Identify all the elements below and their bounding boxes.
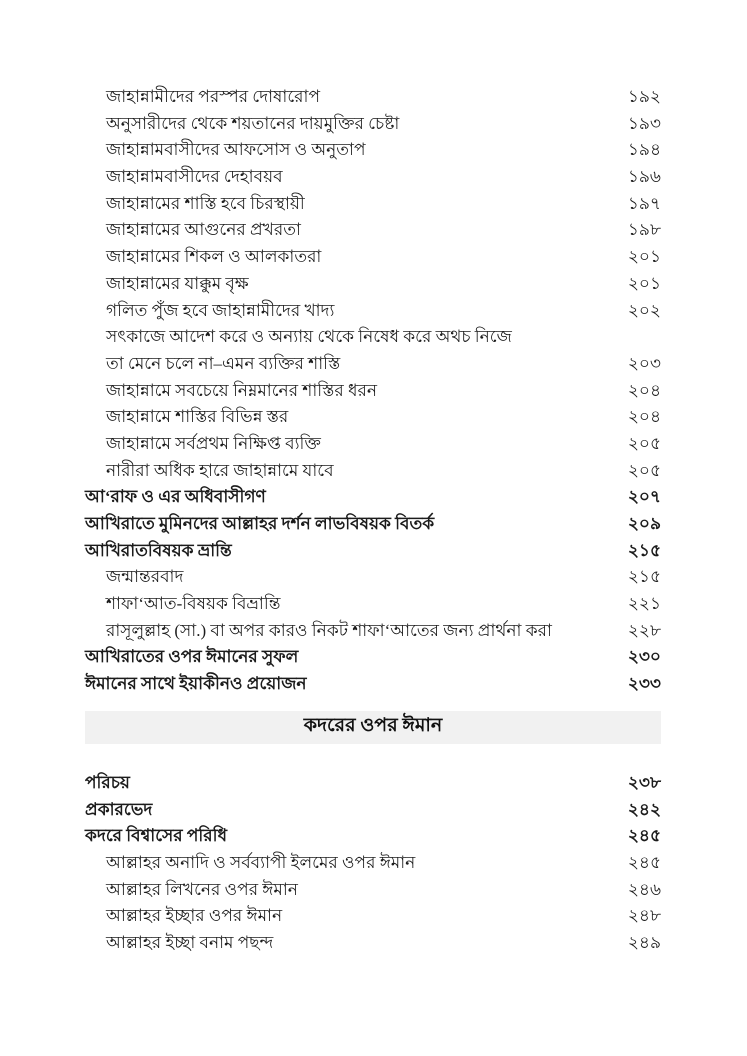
toc-entry-label: পরিচয়: [85, 772, 130, 792]
toc-entry-label: অনুসারীদের থেকে শয়তানের দায়মুক্তির চেষ্টা: [106, 113, 400, 133]
toc-entry-page-number: ২০৪: [627, 407, 661, 427]
toc-entry-page-number: ২০১: [627, 273, 661, 293]
toc-entry-page-number: ২০৭: [627, 487, 661, 507]
toc-entry: [85, 298, 661, 325]
toc-entry-label: জাহান্নামবাসীদের আফসোস ও অনুতাপ: [106, 140, 366, 160]
toc-entry-label: কদরে বিশ্বাসের পরিধি: [85, 826, 228, 846]
toc-entry-page-number: ২০৫: [627, 433, 661, 453]
toc-entry-page-number: ২০৩: [627, 353, 661, 373]
toc-entry-label: শাফা‘আত-বিষয়ক বিভ্রান্তি: [106, 594, 281, 614]
toc-entry-label: আল্লাহর লিখনের ওপর ঈমান: [106, 879, 298, 899]
toc-entry-label: নারীরা অধিক হারে জাহান্নামে যাবে: [106, 460, 334, 480]
toc-entry: [85, 458, 661, 485]
toc-entry: [85, 823, 661, 850]
toc-entry: [85, 271, 661, 298]
toc-entry-page-number: ১৯৬: [627, 167, 661, 187]
toc-entry: [85, 618, 661, 645]
toc-entry-label: গলিত পুঁজ হবে জাহান্নামীদের খাদ্য: [106, 300, 335, 320]
toc-entry-label: আল্লাহর অনাদি ও সর্বব্যাপী ইলমের ওপর ঈমান: [106, 852, 416, 872]
toc-entry-page-number: ২১৫: [627, 567, 661, 587]
toc-entry-label: আখিরাতবিষয়ক ভ্রান্তি: [85, 540, 232, 560]
toc-entry: [85, 84, 661, 111]
toc-entry-page-number: ২৪৬: [627, 879, 661, 899]
toc-entry: [85, 431, 661, 458]
toc-entry-page-number: ১৯৮: [627, 220, 661, 240]
toc-entry-label: আল্লাহর ইচ্ছা বনাম পছন্দ: [106, 932, 274, 952]
toc-entry-page-number: ১৯২: [627, 87, 661, 106]
toc-entry: [85, 877, 661, 904]
toc-entry: [85, 564, 661, 591]
toc-entry-label: সৎকাজে আদেশ করে ও অন্যায় থেকে নিষেধ করে অথচ নিজে: [106, 327, 512, 347]
toc-entry-page-number: ২৩০: [627, 647, 661, 667]
toc-entry-page-number: ১৯৪: [627, 140, 661, 160]
toc-entry-label: প্রকারভেদ: [85, 799, 153, 819]
toc-entry-label: আল্লাহর ইচ্ছার ওপর ঈমান: [106, 906, 283, 926]
toc-entry-page-number: ২০১: [627, 247, 661, 267]
toc-entry-page-number: ২৩৩: [627, 674, 661, 694]
toc-entry-page-number: ২৪৯: [627, 932, 661, 952]
toc-entry-page-number: ২২৮: [627, 620, 661, 640]
toc-entry-label: জাহান্নামে সর্বপ্রথম নিক্ষিপ্ত ব্যক্তি: [106, 433, 321, 453]
toc-entry: [85, 137, 661, 164]
toc-entry-label: আ‘রাফ ও এর অধিবাসীগণ: [85, 487, 266, 507]
table-of-contents: [85, 84, 661, 957]
toc-entry-page-number: ১৯৭: [627, 193, 661, 213]
toc-entry: [85, 378, 661, 405]
toc-entry-page-number: ২০২: [627, 300, 661, 320]
toc-entry: [85, 511, 661, 538]
toc-entry-label: জাহান্নামীদের পরস্পর দোষারোপ: [106, 87, 321, 106]
toc-entry: [85, 111, 661, 138]
toc-entry-page-number: ২৪২: [627, 799, 661, 819]
toc-entry-label: জন্মান্তরবাদ: [106, 567, 184, 587]
toc-entry: [85, 351, 661, 378]
toc-entry-page-number: ২৪৫: [627, 852, 661, 872]
toc-entry-label: জাহান্নামে সবচেয়ে নিম্নমানের শাস্তির ধরন: [106, 380, 378, 400]
toc-entry: [85, 404, 661, 431]
toc-entry-label: আখিরাতের ওপর ঈমানের সুফল: [85, 647, 299, 667]
toc-entry-label: জাহান্নামের যাক্কুম বৃক্ষ: [106, 273, 249, 293]
toc-entry-label: জাহান্নামবাসীদের দেহাবয়ব: [106, 167, 283, 187]
toc-entry-label: তা মেনে চলে না–এমন ব্যক্তির শাস্তি: [106, 353, 341, 373]
toc-entry: [85, 164, 661, 191]
toc-entry-page-number: ২০৯: [627, 514, 661, 533]
toc-entry: [85, 930, 661, 957]
toc-entry-page-number: ২০৪: [627, 380, 661, 400]
toc-entry-page-number: ২২১: [627, 594, 661, 614]
toc-entry-label: জাহান্নামের আগুনের প্রখরতা: [106, 220, 301, 240]
toc-entry: [85, 797, 661, 824]
toc-entry-label: জাহান্নামে শাস্তির বিভিন্ন স্তর: [106, 407, 289, 427]
toc-entry-label: ঈমানের সাথে ইয়াকীনও প্রয়োজন: [85, 674, 307, 694]
toc-entry-label: জাহান্নামের শাস্তি হবে চিরস্থায়ী: [106, 193, 305, 213]
toc-entry: [85, 644, 661, 671]
toc-entry: [85, 191, 661, 218]
toc-entry: [85, 850, 661, 877]
toc-entry: [85, 484, 661, 511]
toc-entry: [85, 217, 661, 244]
toc-entry-page-number: ২৩৮: [627, 772, 661, 792]
toc-entry: [85, 671, 661, 698]
toc-entry: [85, 324, 661, 351]
toc-entry-page-number: ২১৫: [627, 540, 661, 560]
toc-entry: [85, 244, 661, 271]
toc-entry-page-number: ২৪৮: [627, 906, 661, 926]
toc-entry-label: আখিরাতে মুমিনদের আল্লাহর দর্শন লাভবিষয়ক বিতর্ক: [85, 514, 435, 533]
toc-entry: [85, 770, 661, 797]
toc-entry-label: জাহান্নামের শিকল ও আলকাতরা: [106, 247, 322, 267]
toc-entry-page-number: ২৪৫: [627, 826, 661, 846]
toc-entry: [85, 903, 661, 930]
toc-entry: [85, 538, 661, 565]
toc-entry-page-number: ২০৫: [627, 460, 661, 480]
section-heading: কদরের ওপর ঈমান: [85, 711, 661, 744]
toc-entry-label: রাসূলুল্লাহ (সা.) বা অপর কারও নিকট শাফা‘আতের জন্য প্রার্থনা করা: [106, 620, 552, 640]
toc-entry: [85, 591, 661, 618]
toc-entry-page-number: ১৯৩: [627, 113, 661, 133]
